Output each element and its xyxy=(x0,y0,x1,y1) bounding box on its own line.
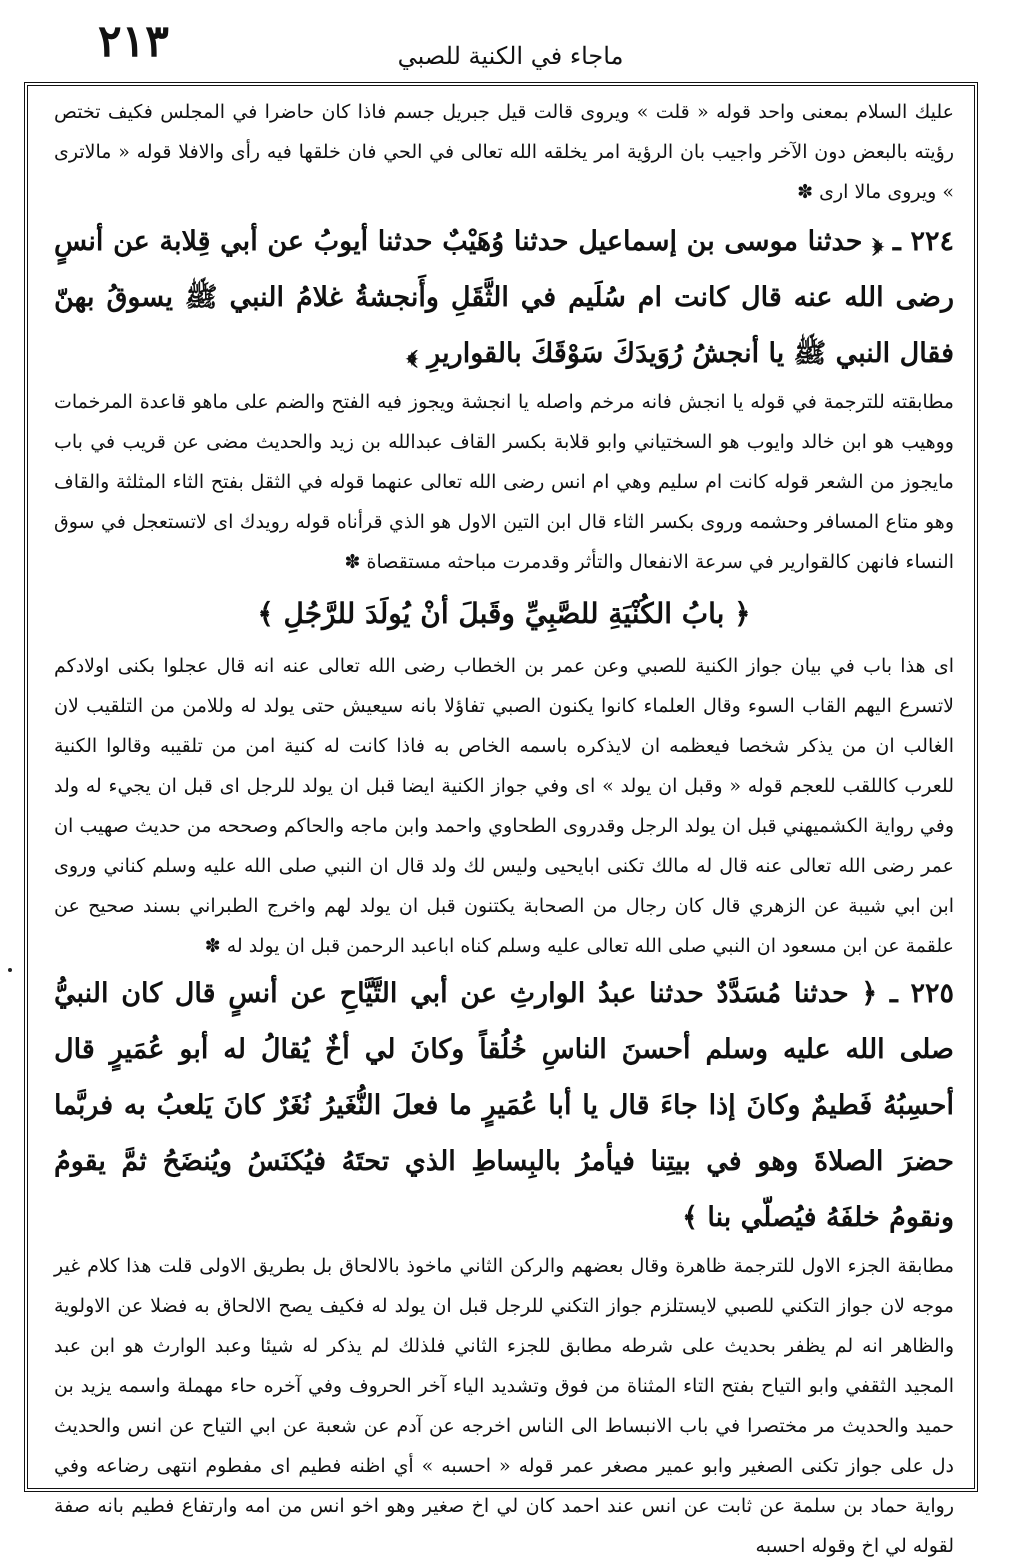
commentary-chapter: اى هذا باب في بيان جواز الكنية للصبي وعن عمر بن الخطاب رضى الله تعالى عنه انه قال عجلوا بكنى اولادكم لاتسرع اليهم القاب السوء وقال العلماء كانوا يكنون الصبي تفاؤلا بانه سيعيش حتى يولد له وللامن من التلقيب لان الغالب ان من يذكر شخصا فيعظمه ان لايذكره باسمه الخاص به فاذا كانت له كنية امن من تلقيبه وقالوا الكنية للعرب كاللقب للعجم قوله « وقبل ان يولد » اى وفي جواز الكنية ايضا قبل ان يولد للرجل اى قبل ان يجيء له ولد وفي رواية الكشميهني قبل ان يولد الرجل وقدروى الطحاوي واحمد وابن ماجه والحاكم وصححه من حديث صهيب ان عمر رضى الله تعالى عنه قال له مالك تكنى ابايحيى وليس لك ولد قال ان النبي صلى الله عليه وسلم كناني وروى ابن ابي شيبة عن الزهري قال كان رجال من الصحابة يكتنون قبل ان يولد لهم واخرج الطبراني بسند صحيح عن علقمة عن ابن مسعود ان النبي صلى الله تعالى عليه وسلم كناه اباعبد الرحمن قبل ان يولد له ✽ xyxy=(54,655,954,957)
hadith-224: ٢٢٤ ـ ﴿ حدثنا موسى بن إسماعيل حدثنا وُهَيْبٌ حدثنا أيوبُ عن أبي قِلابة عن أنسٍ رضى الله عنه قال كانت ام سُلَيم في الثَّقَلِ وأَنجشةُ غلامُ النبي ﷺ يسوقُ بهنّ فقال النبي ﷺ يا أنجشُ رُوَيدَكَ سَوْقَكَ بالقواريرِ ﴾ xyxy=(54,226,954,369)
chapter-heading: ﴿ بابُ الكُنْيَةِ للصَّبِيِّ وقَبلَ أنْ يُولَدَ للرَّجُلِ ﴾ xyxy=(257,597,751,630)
page-number: ٢١٣ xyxy=(98,16,169,67)
hadith-225: ٢٢٥ ـ ﴿ حدثنا مُسَدَّدٌ حدثنا عبدُ الوارثِ عن أبي التَّيَّاحِ عن أنسٍ قال كان النبيُّ صلى الله عليه وسلم أحسنَ الناسِ خُلُقاً وكانَ لي أخٌ يُقالُ له أبو عُمَيرٍ قال أحسِبُهُ فَطيمٌ وكانَ إذا جاءَ قال يا أبا عُمَيرٍ ما فعلَ النُّغَيرُ نُغَرٌ كانَ يَلعبُ به فربَّما حضرَ الصلاةَ وهو في بيتِنا فيأمرُ بالبِساطِ الذي تحتَهُ فيُكنَسُ ويُنضَحُ ثمَّ يقومُ ونقومُ خلفَهُ فيُصلّي بنا ﴾ xyxy=(54,978,954,1233)
commentary-hadith-224: مطابقته للترجمة في قوله يا انجش فانه مرخم واصله يا انجشة ويجوز فيه الفتح والضم على ماهو قاعدة المرخمات ووهيب هو ابن خالد وايوب هو السختياني وابو قلابة بكسر القاف عبدالله بن زيد والحديث مضى عن قريب في باب مايجوز من الشعر قوله كانت ام سليم وهي ام انس رضى الله تعالى عنهما قوله في الثقل بفتح الثاء المثلثة والقاف وهو متاع المسافر وحشمه وروى بكسر الثاء قال ابن التين الاول هو الذي قرأناه قوله رويدك اى لاتستعجل في سوق النساء فانهن كالقوارير في سرعة الانفعال والتأثر وقدمرت مباحثه مستقصاة ✽ xyxy=(54,391,954,573)
commentary-hadith-225: مطابقة الجزء الاول للترجمة ظاهرة وقال بعضهم والركن الثاني ماخوذ بالالحاق بل بطريق الاولى قلت هذا كلام غير موجه لان جواز التكني للصبي لايستلزم جواز التكني للرجل قبل ان يولد له فكيف يصح الالحاق به فضلا عن الاولوية والظاهر انه لم يظفر بحديث على شرطه مطابق للجزء الثاني فلذلك لم يذكر له شيئا وعبد الوارث هو ابن عبد المجيد الثقفي وابو التياح بفتح التاء المثناة من فوق وتشديد الياء آخر الحروف وفي آخره حاء مهملة واسمه يزيد بن حميد والحديث مر مختصرا في باب الانبساط الى الناس اخرجه عن آدم عن شعبة عن ابي التياح عن انس والحديث دل على جواز تكنى الصغير وابو عمير مصغر عمر قوله « احسبه » أي اظنه فطيم اى مفطوم انتهى رضاعه وفي رواية حماد بن سلمة عن ثابت عن انس عند احمد كان لي اخ صغير وهو اخو انس من امه وارتفاع فطيم بانه صفة لقوله لي اخ وقوله احسبه xyxy=(54,1255,954,1557)
running-title: ماجاء في الكنية للصبي xyxy=(397,42,624,70)
text-block xyxy=(54,92,954,1557)
margin-dot xyxy=(8,968,12,972)
commentary-paragraph-1: عليك السلام بمعنى واحد قوله « قلت » ويروى قالت قيل جبريل جسم فاذا كان حاضرا في المجلس فكيف تختص رؤيته بالبعض دون الآخر واجيب بان الرؤية امر يخلقه الله تعالى في الحي فان خلقها فيه رأى والافلا قوله « مالاترى » ويروى مالا ارى ✽ xyxy=(54,101,954,203)
